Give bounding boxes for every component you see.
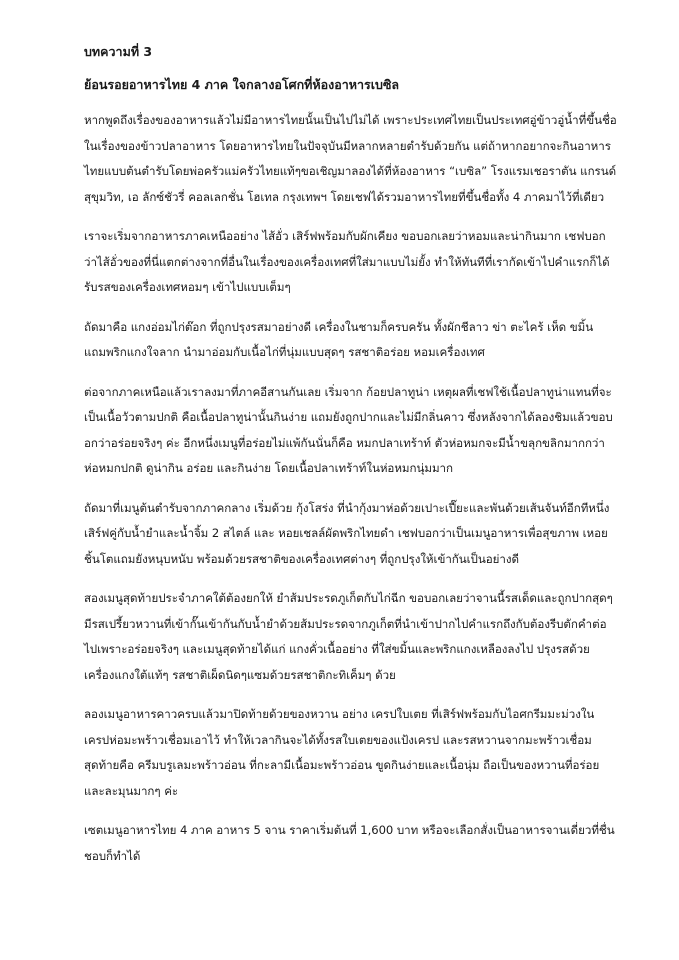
- paragraph-isan: ต่อจากภาคเหนือแล้วเราลงมาที่ภาคอีสานกันเลย เริ่มจาก ก้อยปลาทูน่า เหตุผลที่เชฟใช้เนื้อปลาทูน่าแทนที่จะเป็นเนื้อวัวตามปกติ คือเนื้อปลาทูน่านั้นกินง่าย แถมยังถูกปากและไม่มีกลิ่นคาว ซึ่งหลังจากได้ลองชิมแล้วขอบอกว่าอร่อยจริงๆ ค่ะ อีกหนึ่งเมนูที่อร่อยไม่แพ้กันนั่นก็คือ หมกปลาเทร้าท์ ตัวห่อหมกจะมีน้ำขลุกขลิกมากกว่าห่อหมกปกติ ดูน่ากิน อร่อย และกินง่าย โดยเนื้อปลาเทร้าท์ในห่อหมกนุ่มมาก: [84, 384, 613, 475]
- paragraph-intro: หากพูดถึงเรื่องของอาหารแล้วไม่มีอาหารไทยนั้นเป็นไปไม่ได้ เพราะประเทศไทยเป็นประเทศอู่ข้าวอู่น้ำที่ขึ้นชื่อในเรื่องของข้าวปลาอาหาร โดยอาหารไทยในปัจจุบันมีหลากหลายตำรับด้วยกัน แต่ถ้าหากอยากจะกินอาหารไทยแบบต้นตำรับโดยพ่อครัวแม่ครัวไทยแท้ๆขอเชิญมาลองได้ที่ห้องอาหาร “เบซิล” โรงแรมเชอราตัน แกรนด์ สุขุมวิท, เอ ลักซ์ชัวรี่ คอลเลกชั่น โฮเทล กรุงเทพฯ โดยเชฟได้รวมอาหารไทยที่ขึ้นชื่อทั้ง 4 ภาคมาไว้ที่เดียว: [84, 113, 617, 204]
- paragraph-north-kaeng-om: ถัดมาคือ แกงอ่อมไก่ต๊อก ที่ถูกปรุงรสมาอย่างดี เครื่องในชามก็ครบครัน ทั้งผักชีลาว ข่า ตะไคร้ เห็ด ขมิ้น แถมพริกแกงใจลาก นำมาอ่อมกับเนื้อไก่ที่นุ่มแบบสุดๆ รสชาติอร่อย หอมเครื่องเทศ: [84, 319, 594, 359]
- article-title: ย้อนรอยอาหารไทย 4 ภาค ใจกลางอโศกที่ห้องอาหารเบซิล: [84, 77, 400, 92]
- paragraph-central: ถัดมาที่เมนูต้นตำรับจากภาคกลาง เริ่มด้วย กุ้งโสร่ง ที่นำกุ้งมาห่อด้วยเปาะเปี๊ยะและพันด้วยเส้นจันท์อีกทีหนึ่ง เสิร์ฟคู่กับน้ำยำและน้ำจิ้ม 2 สไตล์ และ หอยเชลล์ผัดพริกไทยดำ เชฟบอกว่าเป็นเมนูอาหารเพื่อสุขภาพ เหอยชิ้นโตแถมยังหนุบหนับ พร้อมด้วยรสชาติของเครื่องเทศต่างๆ ที่ถูกปรุงให้เข้ากันเป็นอย่างดี: [84, 500, 610, 566]
- paragraph-set-menu-price: เซตเมนูอาหารไทย 4 ภาค อาหาร 5 จาน ราคาเริ่มต้นที่ 1,600 บาท หรือจะเลือกสั่งเป็นอาหารจานเดี่ยวที่ชื่นชอบก็ทำได้: [84, 823, 615, 863]
- paragraph-north-sai-ua: เราจะเริ่มจากอาหารภาคเหนืออย่าง ไส้อั่ว เสิร์ฟพร้อมกับผักเคียง ขอบอกเลยว่าหอมและน่ากินมาก เชฟบอกว่าไส้อั่วของที่นี่แตกต่างจากที่อื่นในเรื่องของเครื่องเทศที่ใส่มาแบบไม่ยั้ง ทำให้ทันทีที่เรากัดเข้าไปคำแรกก็ได้รับรสของเครื่องเทศหอมๆ เข้าไปแบบเต็มๆ: [84, 229, 610, 294]
- paragraph-dessert: ลองเมนูอาหารคาวครบแล้วมาปิดท้ายด้วยของหวาน อย่าง เครปใบเตย ที่เสิร์ฟพร้อมกับไอศกรีมมะม่วงในเครปห่อมะพร้าวเชื่อมเอาไว้ ทำให้เวลากินจะได้ทั้งรสใบเตยของแป้งเครป และรสหวานจากมะพร้าวเชื่อม สุดท้ายคือ ครีมบรูเลมะพร้าวอ่อน ที่กะลามีเนื้อมะพร้าวอ่อน ขูดกินง่ายและเนื้อนุ่ม ถือเป็นของหวานที่อร่อยและละมุนมากๆ ค่ะ: [84, 707, 600, 798]
- article-label: บทความที่ 3: [84, 44, 153, 59]
- paragraph-south: สองเมนูสุดท้ายประจำภาคใต้ต้องยกให้ ยำส้มประรดภูเก็ตกับไก่ฉีก ขอบอกเลยว่าจานนี้รสเด็ดและถูกปากสุดๆ มีรสเปรี้ยวหวานที่เข้ากั๊นเข้ากันกับน้ำยำด้วยส้มประรดจากภูเก็ตที่นำเข้าปากไปคำแรกถึงกับต้องรีบตักคำต่อไปเพราะอร่อยจริงๆ และเมนูสุดท้ายได้แก่ แกงคั่วเนื้ออย่าง ที่ใส่ขมิ้นและพริกแกงเหลืองลงไป ปรุงรสด้วยเครื่องแกงใต้แท้ๆ รสชาติเผ็ดนิดๆแซมด้วยรสชาติกะทิเค็มๆ ด้วย: [84, 591, 613, 682]
